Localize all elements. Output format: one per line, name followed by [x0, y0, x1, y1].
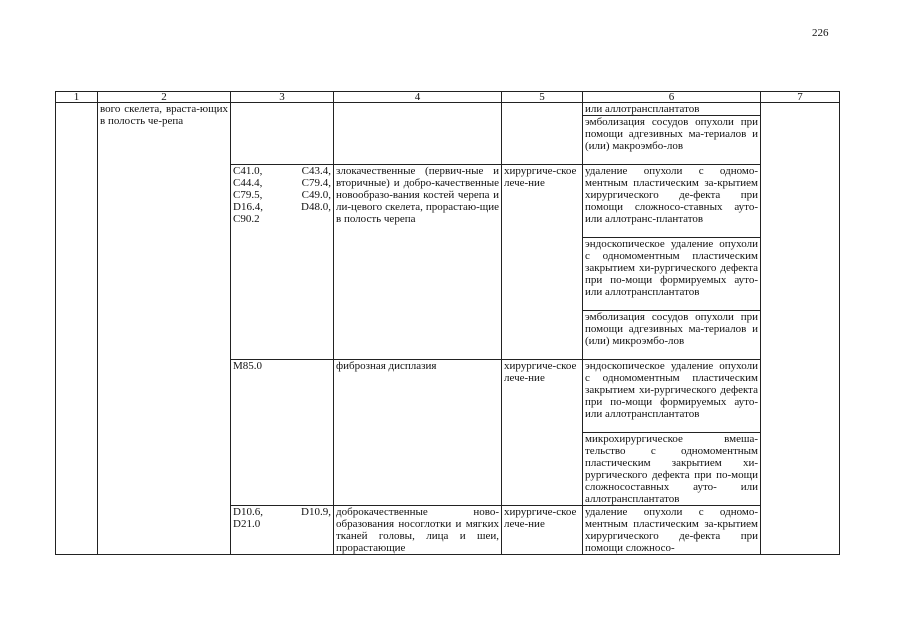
codes-cell	[231, 506, 334, 555]
disease-cell: злокачественные (первич-ные и вторичные) и добро-качественные новообразо-вания костей черепа и ли-цевого скелета, прорастаю-щие в полость черепа	[334, 165, 502, 360]
col7-cell	[761, 103, 840, 555]
col-header-4: 4	[334, 92, 502, 103]
col-header-6: 6	[583, 92, 761, 103]
disease-cell: доброкачественные ново-образования носоглотки и мягких тканей головы, лица и шеи, прорастающие	[334, 506, 502, 555]
header-row	[56, 92, 840, 103]
diagnosis-code: D10.6,	[233, 506, 263, 518]
diagnosis-code: M85.0	[233, 360, 263, 372]
col-header-2: 2	[98, 92, 231, 103]
col-header-5: 5	[502, 92, 583, 103]
diagnosis-code: C44.4,	[233, 177, 263, 189]
medical-procedures-table	[55, 91, 840, 555]
diagnosis-code: D21.0	[233, 518, 261, 530]
col-header-1: 1	[56, 92, 98, 103]
treatment-type-cell: хирургиче-ское лече-ние	[502, 506, 583, 555]
col1-cell	[56, 103, 98, 555]
disease-cell	[334, 103, 502, 165]
method-cell: удаление опухоли с одномо-ментным пластическим за-крытием хирургического де-фекта при помощи сложносо-	[583, 506, 761, 555]
disease-cell: фиброзная дисплазия	[334, 360, 502, 506]
method-cell: эндоскопическое удаление опухоли с одномоментным пластическим закрытием хи-рургического дефекта при по-мощи формируемых ауто- или аллотрансплантатов	[583, 238, 761, 311]
method-cell: удаление опухоли с одномо-ментным пластическим за-крытием хирургического де-фекта при помощи сложносо-ставных ауто- или аллотранс-плантатов	[583, 165, 761, 238]
method-cell: эндоскопическое удаление опухоли с одномоментным пластическим закрытием хи-рургического дефекта при по-мощи формируемых ауто- или аллотрансплантатов	[583, 360, 761, 433]
diagnosis-code: C43.4,	[301, 165, 331, 177]
diagnosis-code: D16.4,	[233, 201, 263, 213]
diagnosis-code: D10.9,	[301, 506, 331, 518]
method-cell: эмболизация сосудов опухоли при помощи адгезивных ма-териалов и (или) макроэмбо-лов	[583, 116, 761, 165]
treatment-type-cell: хирургиче-ское лече-ние	[502, 165, 583, 360]
treatment-type-cell: хирургиче-ское лече-ние	[502, 360, 583, 506]
diagnosis-code: D48.0,	[301, 201, 331, 213]
diagnosis-code: C41.0,	[233, 165, 263, 177]
diagnosis-code: C49.0,	[301, 189, 331, 201]
method-cell: микрохирургическое вмеша-тельство с одномоментным пластическим закрытием хи-рургического дефекта при по-мощи сложносоставных ауто- или аллотрансплантатов	[583, 433, 761, 506]
condition-description: вого скелета, враста-ющих в полость че-репа	[98, 103, 231, 555]
page-number: 226	[812, 27, 829, 39]
method-cell: или аллотрансплантатов	[583, 103, 761, 116]
table-row	[56, 103, 840, 116]
treatment-type-cell	[502, 103, 583, 165]
diagnosis-code: C90.2	[233, 213, 260, 225]
col-header-3: 3	[231, 92, 334, 103]
method-cell: эмболизация сосудов опухоли при помощи адгезивных ма-териалов и (или) микроэмбо-лов	[583, 311, 761, 360]
diagnosis-code: C79.4,	[301, 177, 331, 189]
codes-cell	[231, 360, 334, 506]
codes-cell	[231, 165, 334, 360]
codes-cell	[231, 103, 334, 165]
diagnosis-code: C79.5,	[233, 189, 263, 201]
col-header-7: 7	[761, 92, 840, 103]
